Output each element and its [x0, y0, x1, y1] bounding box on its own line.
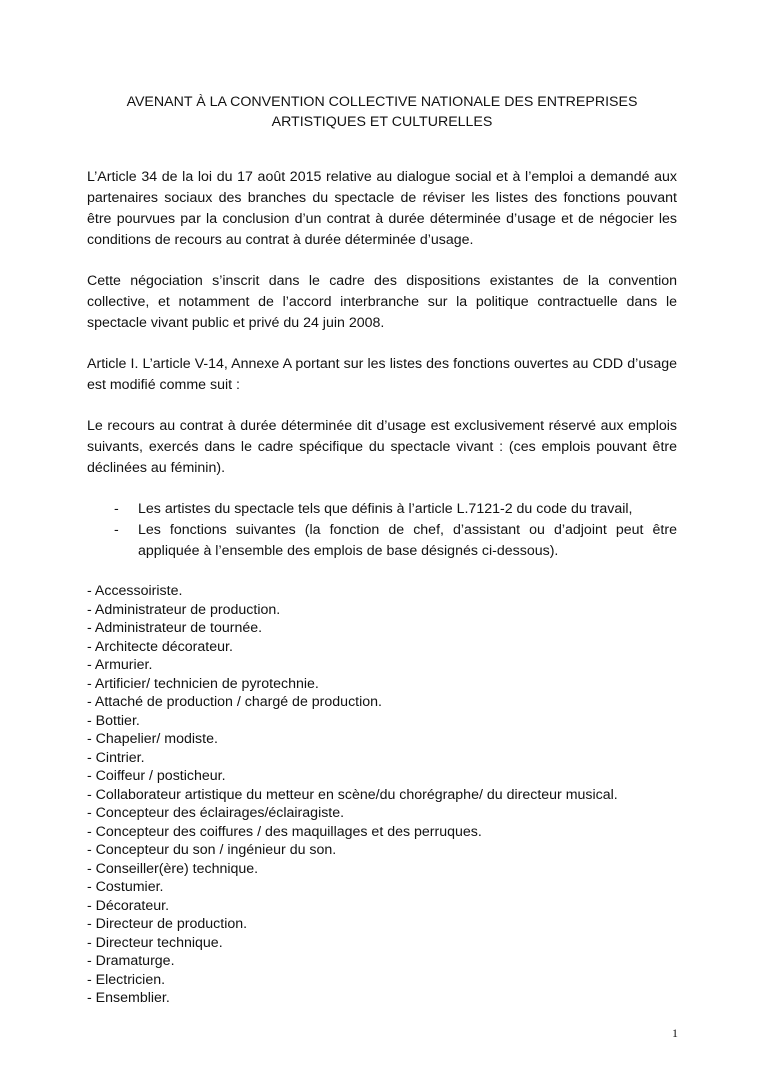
- role-item: - Concepteur des éclairages/éclairagiste.: [87, 805, 345, 821]
- bullet-item: [87, 499, 677, 520]
- role-item: - Collaborateur artistique du metteur en scène/du chorégraphe/ du directeur musical.: [87, 786, 618, 803]
- role-item: - Artificier/ technicien de pyrotechnie.: [87, 675, 319, 692]
- role-item: - Attaché de production / chargé de production.: [87, 694, 382, 710]
- role-item: - Coiffeur / posticheur.: [87, 768, 226, 784]
- role-item: - Ensemblier.: [87, 990, 170, 1006]
- paragraph-article-34: L’Article 34 de la loi du 17 août 2015 relative au dialogue social et à l’emploi a demandé aux partenaires sociaux des branches du spectacle de réviser les listes des fonctions pouvant être pourvues par la conclusion d’un contrat à durée déterminée d’usage et de négocier les conditions de recours au contrat à durée déterminée d’usage.: [87, 169, 677, 248]
- document-title: AVENANT À LA CONVENTION COLLECTIVE NATIONALE DES ENTREPRISES ARTISTIQUES ET CULTURELLES: [126, 94, 638, 130]
- bullet-text: Les fonctions suivantes (la fonction de chef, d’assistant ou d’adjoint peut être appliquée à l’ensemble des emplois de base désignés ci-dessous).: [138, 522, 677, 559]
- role-item: - Electricien.: [87, 971, 166, 988]
- role-item: - Costumier.: [87, 879, 164, 895]
- bullet-list: [87, 499, 677, 562]
- bullet-text: Les artistes du spectacle tels que définis à l’article L.7121-2 du code du travail,: [138, 501, 633, 517]
- role-item: - Accessoiriste.: [87, 583, 183, 599]
- document-body: [87, 92, 677, 1008]
- role-item: - Architecte décorateur.: [87, 638, 233, 655]
- role-item: - Concepteur des coiffures / des maquillages et des perruques.: [87, 823, 482, 840]
- role-item: - Chapelier/ modiste.: [87, 731, 218, 747]
- bullet-marker: -: [114, 522, 119, 538]
- bullet-marker: -: [114, 501, 119, 517]
- paragraph-negotiation: Cette négociation s’inscrit dans le cadre des dispositions existantes de la convention collective, et notamment de l’accord interbranche sur la politique contractuelle dans le spectacle vivant public et privé du 24 juin 2008.: [87, 273, 677, 331]
- role-item: - Directeur de production.: [87, 916, 248, 932]
- role-item: - Décorateur.: [87, 897, 170, 914]
- role-item: - Administrateur de tournée.: [87, 620, 263, 636]
- roles-list: [87, 582, 677, 1008]
- role-item: - Dramaturge.: [87, 953, 175, 969]
- page-number: 1: [672, 1026, 678, 1040]
- role-item: - Armurier.: [87, 657, 153, 673]
- role-item: - Cintrier.: [87, 749, 145, 766]
- role-item: - Administrateur de production.: [87, 601, 281, 618]
- role-item: - Bottier.: [87, 712, 140, 729]
- bullet-item: [87, 520, 677, 562]
- paragraph-cdd-usage: Le recours au contrat à durée déterminée dit d’usage est exclusivement réservé aux emplois suivants, exercés dans le cadre spécifique du spectacle vivant : (ces emplois pouvant être déclinées au féminin).: [87, 418, 677, 476]
- paragraph-article-i: Article I. L’article V-14, Annexe A portant sur les listes des fonctions ouvertes au CDD d’usage est modifié comme suit :: [87, 356, 677, 393]
- role-item: - Concepteur du son / ingénieur du son.: [87, 842, 337, 858]
- role-item: - Directeur technique.: [87, 934, 223, 951]
- role-item: - Conseiller(ère) technique.: [87, 860, 259, 877]
